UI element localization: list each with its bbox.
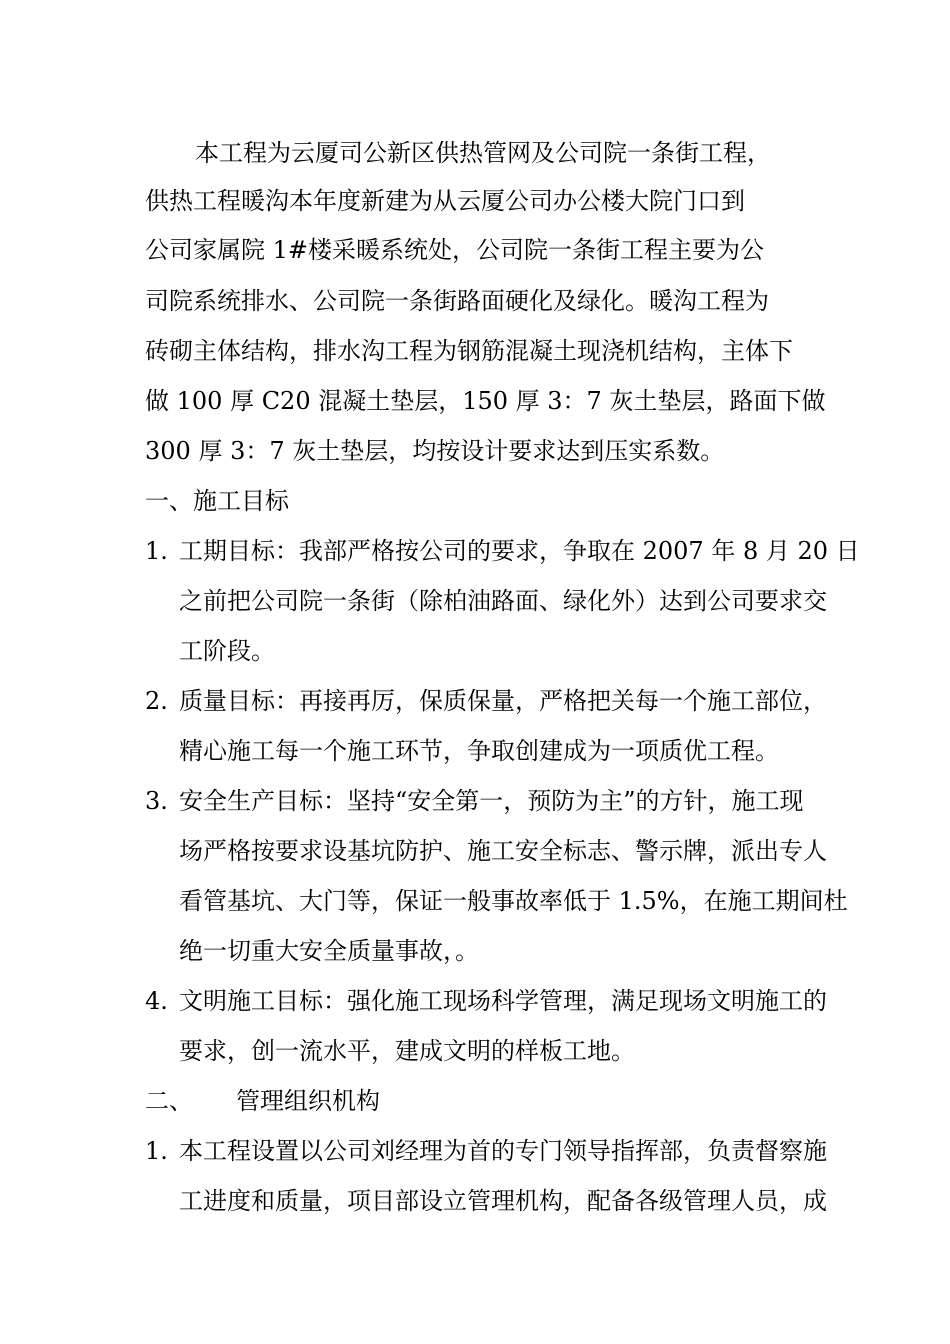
list-item-line: 质量目标：再接再厉，保质保量，严格把关每一个施工部位，: [179, 687, 827, 715]
list-item-number: 3.: [145, 787, 168, 815]
list-item-number: 2.: [145, 687, 168, 715]
list-item-number: 4.: [145, 987, 168, 1015]
intro-line: 做 100 厚 C20 混凝土垫层，150 厚 3：7 灰土垫层，路面下做: [145, 387, 826, 415]
list-item-number: 1.: [145, 537, 168, 565]
section-heading-prefix: 二、: [145, 1087, 193, 1115]
list-item-line: 本工程设置以公司刘经理为首的专门领导指挥部，负责督察施: [179, 1137, 827, 1165]
list-item-line: 精心施工每一个施工环节，争取创建成为一项质优工程。: [179, 737, 779, 765]
list-item-line: 绝一切重大安全质量事故，。: [179, 937, 479, 965]
list-item-number: 1.: [145, 1137, 168, 1165]
list-item-line: 之前把公司院一条街（除柏油路面、绿化外）达到公司要求交: [179, 587, 827, 615]
intro-line: 砖砌主体结构，排水沟工程为钢筋混凝土现浇机结构，主体下: [145, 337, 793, 365]
intro-line: 供热工程暖沟本年度新建为从云厦公司办公楼大院门口到: [145, 187, 745, 215]
list-item-line: 工进度和质量，项目部设立管理机构，配备各级管理人员，成: [179, 1187, 827, 1215]
intro-line: 300 厚 3：7 灰土垫层，均按设计要求达到压实系数。: [145, 437, 725, 465]
section-heading-text: 管理组织机构: [236, 1087, 380, 1115]
list-item-line: 要求，创一流水平，建成文明的样板工地。: [179, 1037, 635, 1065]
intro-line: 公司家属院 1#楼采暖系统处，公司院一条街工程主要为公: [145, 236, 765, 264]
list-item-line: 文明施工目标：强化施工现场科学管理，满足现场文明施工的: [179, 987, 827, 1015]
list-item-line: 安全生产目标：坚持“安全第一，预防为主”的方针，施工现: [179, 787, 804, 815]
intro-line: 司院系统排水、公司院一条街路面硬化及绿化。暖沟工程为: [145, 287, 769, 315]
list-item-line: 工期目标：我部严格按公司的要求，争取在 2007 年 8 月 20 日: [179, 537, 860, 565]
intro-line: 本工程为云厦司公新区供热管网及公司院一条街工程，: [195, 139, 771, 167]
list-item-line: 工阶段。: [179, 637, 275, 665]
section-heading-goals: 一、施工目标: [145, 487, 289, 515]
list-item-line: 看管基坑、大门等，保证一般事故率低于 1.5%，在施工期间杜: [179, 887, 848, 915]
list-item-line: 场严格按要求设基坑防护、施工安全标志、警示牌，派出专人: [179, 837, 827, 865]
